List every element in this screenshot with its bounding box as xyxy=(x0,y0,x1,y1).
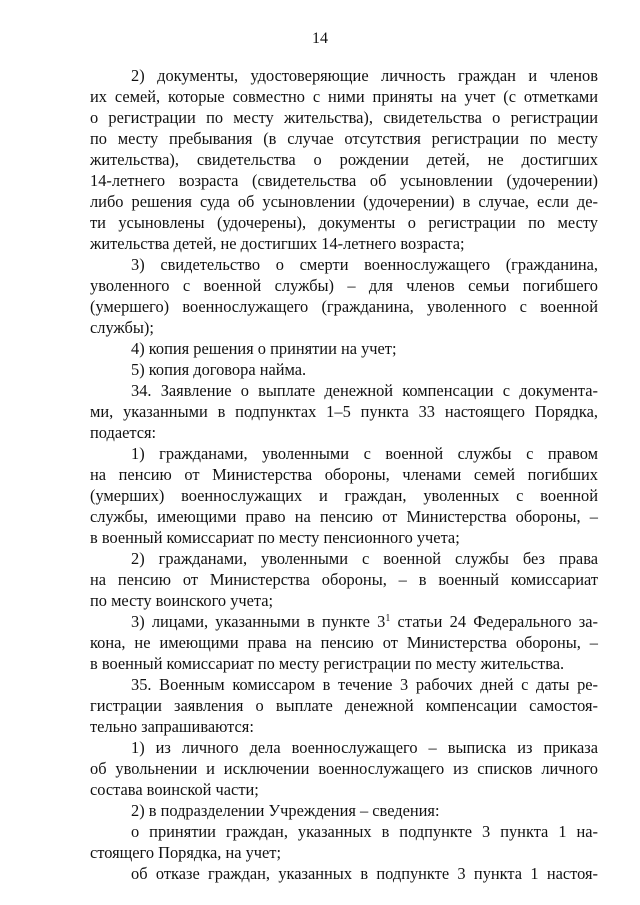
text-line: 4) копия решения о принятии на учет; xyxy=(131,339,397,358)
text-line: их семей, которые совместно с ними приняты на учет (с отметками xyxy=(90,87,598,106)
text-line: (умерших) военнослужащих и граждан, уволенных с военной xyxy=(90,486,598,505)
text-line: ми, указанными в подпунктах 1–5 пункта 33 настоящего Порядка, xyxy=(90,402,598,421)
superscript: 1 xyxy=(385,613,391,624)
text-line: на пенсию от Министерства обороны, – в военный комиссариат xyxy=(90,570,598,589)
text-line: либо решения суда об усыновлении (удочерении) в случае, если де- xyxy=(90,192,598,211)
text-line: состава воинской части; xyxy=(90,780,259,799)
text-line: подается: xyxy=(90,423,157,442)
text-line: уволенного с военной службы) – для членов семьи погибшего xyxy=(90,276,598,295)
text-line: об увольнении и исключении военнослужащего из списков личного xyxy=(90,759,598,778)
text-line: 35. Военным комиссаром в течение 3 рабочих дней с даты ре- xyxy=(131,675,598,694)
text-line: 2) в подразделении Учреждения – сведения: xyxy=(131,801,440,820)
text-line: службы); xyxy=(90,318,154,337)
text-line: жительства детей, не достигших 14-летнего возраста; xyxy=(90,234,465,253)
text-line: тельно запрашиваются: xyxy=(90,717,254,736)
text-line: 1) гражданами, уволенными с военной службы с правом xyxy=(131,444,598,463)
text-line: 3) свидетельство о смерти военнослужащего (гражданина, xyxy=(131,255,598,274)
text-segment: статьи 24 Федерального за- xyxy=(390,612,598,631)
text-line: в военный комиссариат по месту пенсионного учета; xyxy=(90,528,460,547)
text-line xyxy=(131,612,598,632)
text-line: 2) документы, удостоверяющие личность граждан и членов xyxy=(131,66,598,85)
text-line: кона, не имеющими права на пенсию от Министерства обороны, – xyxy=(90,633,598,652)
text-line: по месту воинского учета; xyxy=(90,591,274,610)
text-line: (умершего) военнослужащего (гражданина, уволенного с военной xyxy=(90,297,598,316)
page-number: 14 xyxy=(312,30,328,47)
text-line: 5) копия договора найма. xyxy=(131,360,307,379)
text-line: службы, имеющими право на пенсию от Министерства обороны, – xyxy=(90,507,598,526)
text-line: 2) гражданами, уволенными с военной службы без права xyxy=(131,549,598,568)
text-line: о принятии граждан, указанных в подпункте 3 пункта 1 на- xyxy=(131,822,598,841)
text-line: об отказе граждан, указанных в подпункте 3 пункта 1 настоя- xyxy=(131,864,598,883)
text-line: о регистрации по месту жительства), свидетельства о регистрации xyxy=(90,108,598,127)
text-segment: 3) лицами, указанными в пункте 3 xyxy=(131,612,386,631)
text-line: жительства), свидетельства о рождении детей, не достигших xyxy=(90,150,598,169)
text-line: по месту пребывания (в случае отсутствия регистрации по месту xyxy=(90,129,598,148)
text-line: в военный комиссариат по месту регистрации по месту жительства. xyxy=(90,654,565,673)
text-line: ти усыновлены (удочерены), документы о регистрации по месту xyxy=(90,213,598,232)
text-line: гистрации заявления о выплате денежной компенсации самостоя- xyxy=(90,696,598,715)
text-line: 34. Заявление о выплате денежной компенсации с документа- xyxy=(131,381,598,400)
text-line: на пенсию от Министерства обороны, членами семей погибших xyxy=(90,465,598,484)
text-line: 14-летнего возраста (свидетельства об усыновлении (удочерении) xyxy=(90,171,598,190)
text-line: стоящего Порядка, на учет; xyxy=(90,843,282,862)
text-line: 1) из личного дела военнослужащего – выписка из приказа xyxy=(131,738,598,757)
